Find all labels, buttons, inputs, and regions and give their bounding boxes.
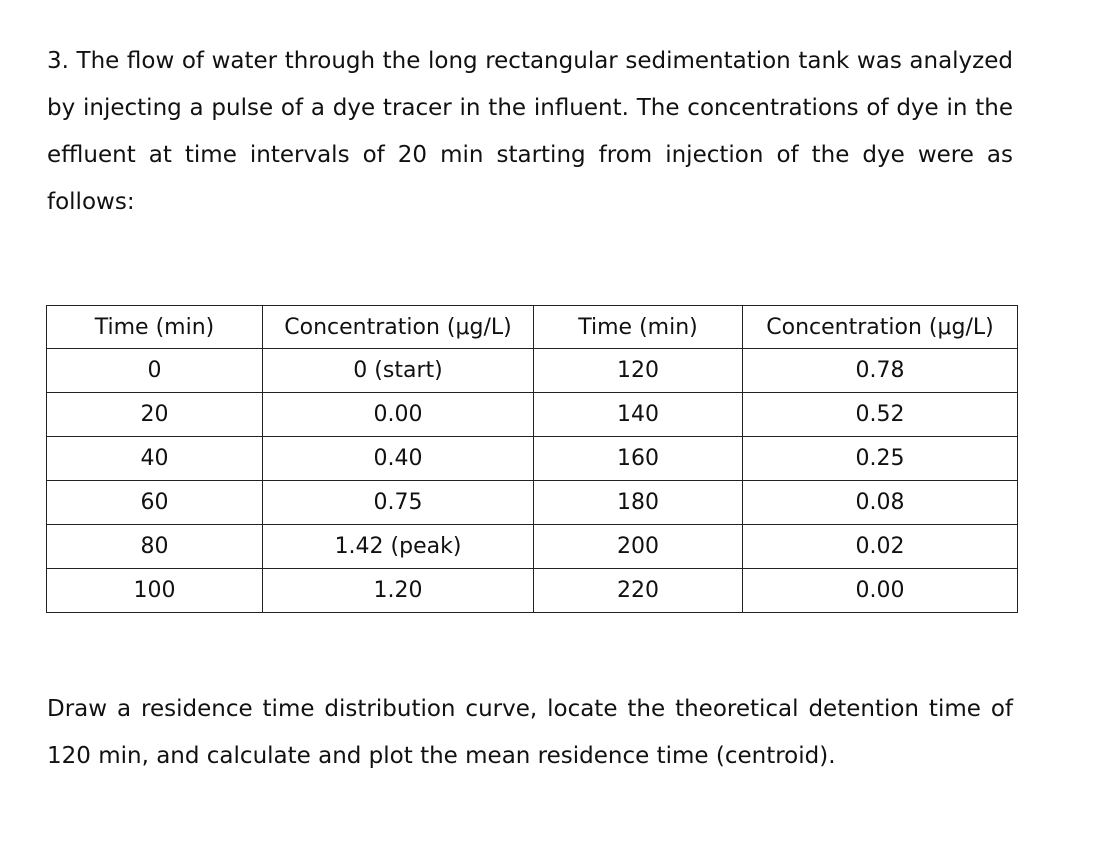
table-cell: 60 — [47, 481, 263, 525]
table-cell: 0.78 — [743, 349, 1018, 393]
table-row — [47, 569, 1018, 613]
table-cell: 200 — [534, 525, 743, 569]
table-row — [47, 349, 1018, 393]
table-cell: 220 — [534, 569, 743, 613]
table-cell: 0.08 — [743, 481, 1018, 525]
table-row — [47, 393, 1018, 437]
table-cell: 100 — [47, 569, 263, 613]
table-cell: 0 (start) — [263, 349, 534, 393]
problem-statement: 3. The flow of water through the long rectangular sedimentation tank was analyzed by injecting a pulse of a dye tracer in the influent. The concentrations of dye in the effluent at time intervals of 20 min starting from injection of the dye were as follows: — [47, 48, 1013, 215]
table-cell: 40 — [47, 437, 263, 481]
table-cell: 140 — [534, 393, 743, 437]
table-cell: 0.40 — [263, 437, 534, 481]
header-time-2: Time (min) — [534, 306, 743, 349]
instructions-text: Draw a residence time distribution curve, locate the theoretical detention time of 120 min, and calculate and plot the mean residence time (centroid). — [47, 696, 1013, 769]
table-cell: 0.25 — [743, 437, 1018, 481]
header-concentration-2: Concentration (μg/L) — [743, 306, 1018, 349]
table-cell: 120 — [534, 349, 743, 393]
header-concentration-1: Concentration (μg/L) — [263, 306, 534, 349]
table-cell: 180 — [534, 481, 743, 525]
tracer-data-table — [46, 305, 1018, 613]
table-cell: 1.20 — [263, 569, 534, 613]
table-cell: 1.42 (peak) — [263, 525, 534, 569]
table-cell: 160 — [534, 437, 743, 481]
table-row — [47, 437, 1018, 481]
table-cell: 0 — [47, 349, 263, 393]
table-header-row — [47, 306, 1018, 349]
table-cell: 0.75 — [263, 481, 534, 525]
header-time-1: Time (min) — [47, 306, 263, 349]
table-cell: 0.00 — [743, 569, 1018, 613]
table-cell: 20 — [47, 393, 263, 437]
table-cell: 0.52 — [743, 393, 1018, 437]
table-cell: 80 — [47, 525, 263, 569]
table-cell: 0.00 — [263, 393, 534, 437]
table-row — [47, 525, 1018, 569]
table-cell: 0.02 — [743, 525, 1018, 569]
table-row — [47, 481, 1018, 525]
